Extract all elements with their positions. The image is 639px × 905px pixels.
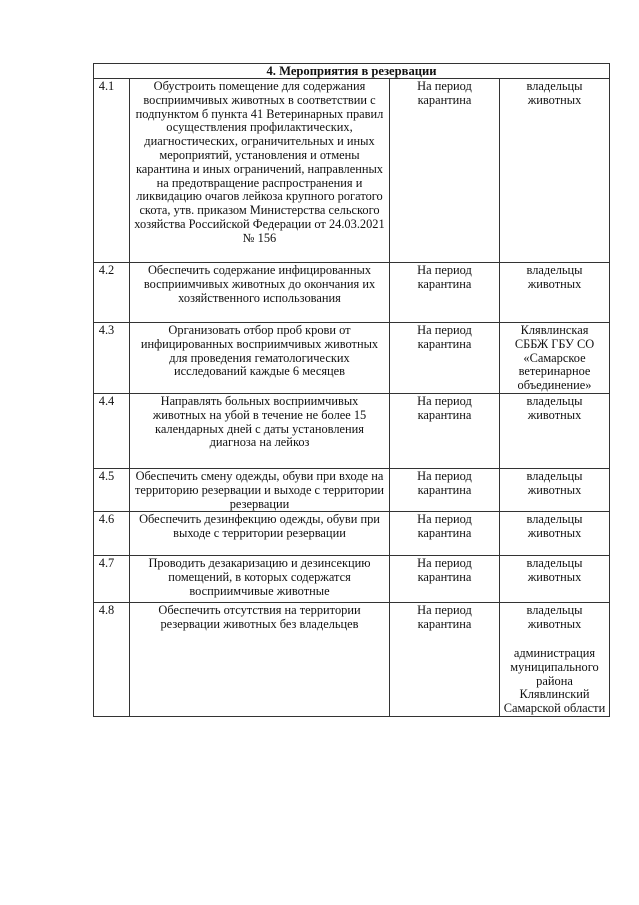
measures-rows	[94, 79, 610, 717]
measure-text: Организовать отбор проб крови от инфицированных восприимчивых животных для проведения гематологических исследований каждые 6 месяцев	[130, 323, 390, 394]
term-cell: На период карантина	[390, 393, 500, 468]
term-cell: На период карантина	[390, 512, 500, 556]
table-row	[94, 323, 610, 394]
measure-text: Обеспечить отсутствия на территории резервации животных без владельцев	[130, 603, 390, 717]
measure-text: Обеспечить содержание инфицированных восприимчивых животных до окончания их хозяйственного использования	[130, 263, 390, 323]
measures-table	[93, 63, 610, 717]
responsible-primary: владельцы животных	[526, 468, 583, 497]
responsible-cell	[500, 603, 610, 717]
responsible-primary: владельцы животных	[526, 263, 583, 291]
row-number: 4.2	[94, 263, 130, 323]
table-row	[94, 556, 610, 603]
responsible-primary: Клявлинская СББЖ ГБУ СО «Самарское ветеринарное объединение»	[514, 323, 595, 393]
responsible-primary: владельцы животных	[526, 556, 583, 585]
row-number: 4.3	[94, 323, 130, 394]
table-row	[94, 512, 610, 556]
table-row	[94, 263, 610, 323]
term-cell: На период карантина	[390, 263, 500, 323]
term-cell: На период карантина	[390, 556, 500, 603]
responsible-cell	[500, 323, 610, 394]
term-cell: На период карантина	[390, 323, 500, 394]
table-row	[94, 603, 610, 717]
measure-text: Проводить дезакаризацию и дезинсекцию помещений, в которых содержатся восприимчивые животные	[130, 556, 390, 603]
responsible-cell	[500, 512, 610, 556]
table-row	[94, 79, 610, 263]
measure-text: Обустроить помещение для содержания восприимчивых животных в соответствии с подпунктом б пункта 41 Ветеринарных правил осуществления профилактических, диагностических, ограничительных и иных мероприятий, установления и отмены карантина и иных ограничений, направленных на предотвращение распространения и ликвидацию очагов лейкоза крупного рогатого скота, утв. приказом Министерства сельского хозяйства Российской Федерации от 24.03.2021 № 156	[130, 79, 390, 263]
row-number: 4.7	[94, 556, 130, 603]
section-header-row	[94, 64, 610, 79]
responsible-cell	[500, 556, 610, 603]
document-page	[93, 63, 609, 717]
term-cell: На период карантина	[390, 468, 500, 511]
measure-text: Направлять больных восприимчивых животных на убой в течение не более 15 календарных дней с даты установления диагноза на лейкоз	[130, 393, 390, 468]
row-number: 4.6	[94, 512, 130, 556]
responsible-cell	[500, 79, 610, 263]
row-number: 4.4	[94, 393, 130, 468]
responsible-primary: владельцы животных	[526, 79, 583, 107]
row-number: 4.8	[94, 603, 130, 717]
table-row	[94, 468, 610, 511]
responsible-secondary: администрация муниципального района Клявлинский Самарской области	[503, 645, 606, 716]
responsible-primary: владельцы животных	[526, 393, 583, 422]
row-number: 4.1	[94, 79, 130, 263]
term-cell: На период карантина	[390, 79, 500, 263]
responsible-cell	[500, 393, 610, 468]
term-cell: На период карантина	[390, 603, 500, 717]
responsible-cell	[500, 263, 610, 323]
measure-text: Обеспечить смену одежды, обуви при входе на территорию резервации и выходе с территории резервации	[130, 468, 390, 511]
table-row	[94, 393, 610, 468]
responsible-primary: владельцы животных	[526, 512, 583, 541]
row-number: 4.5	[94, 468, 130, 511]
section-title: 4. Мероприятия в резервации	[94, 64, 610, 79]
responsible-primary: владельцы животных	[526, 603, 583, 632]
responsible-cell	[500, 468, 610, 511]
measure-text: Обеспечить дезинфекцию одежды, обуви при выходе с территории резервации	[130, 512, 390, 556]
